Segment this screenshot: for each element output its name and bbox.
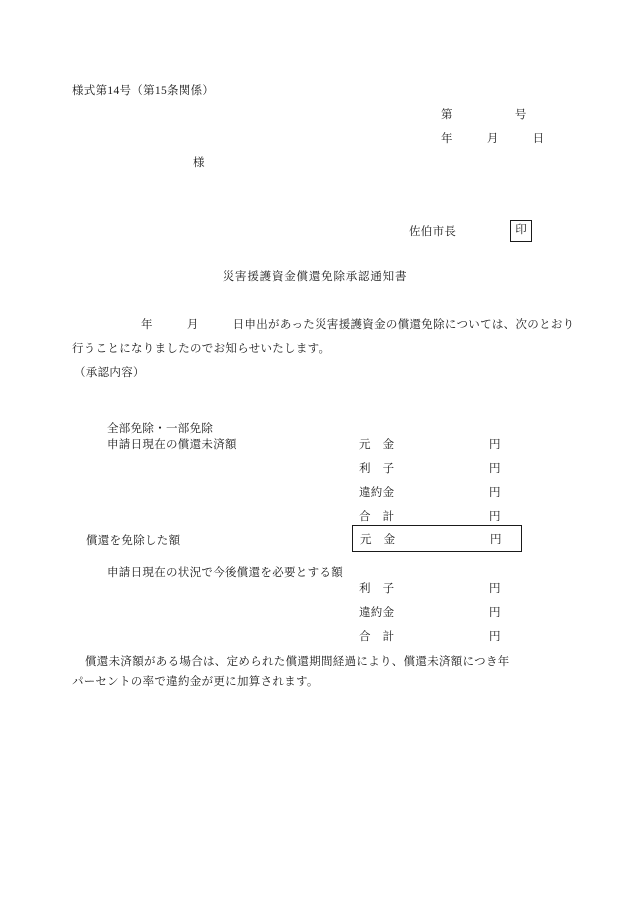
amount-row — [359, 581, 501, 597]
amount-row — [359, 605, 501, 621]
date-day-label: 日 — [532, 133, 545, 145]
amount-row — [359, 629, 501, 645]
amount-label: 元 金 — [359, 439, 395, 451]
amount-row — [360, 531, 502, 547]
form-number: 様式第14号（第15条関係） — [72, 85, 215, 97]
amount-label: 利 子 — [359, 463, 395, 475]
amount-row — [359, 437, 501, 453]
amount-unit: 円 — [489, 439, 501, 451]
amount-unit: 円 — [489, 607, 501, 619]
amount-row — [359, 485, 501, 501]
amount-label: 違約金 — [359, 607, 395, 619]
amount-row — [359, 461, 501, 477]
amount-label: 元 金 — [360, 534, 396, 546]
document-date-line — [441, 131, 544, 147]
amount-unit: 円 — [490, 534, 502, 546]
amount-label: 利 子 — [359, 583, 395, 595]
page-title: 災害援護資金償還免除承認通知書 — [222, 271, 408, 283]
note-line-1: 償還未済額がある場合は、定められた償還期間経過により、償還未済額につき年 — [85, 656, 510, 668]
document-number-line — [441, 107, 527, 123]
section-exemption-type: 全部免除・一部免除 — [107, 423, 214, 435]
note-line-2: パーセントの率で違約金が更に加算されます。 — [72, 676, 319, 688]
document-number-suffix: 号 — [514, 109, 527, 121]
application-day-text: 日申出があった災害援護資金の償還免除については、次のとおり — [232, 319, 575, 331]
body-line-3: （承認内容） — [74, 367, 145, 379]
section-reduced-amount: 償還を免除した額 — [86, 535, 181, 547]
body-line-2: 行うことになりましたのでお知らせいたします。 — [72, 343, 331, 355]
amount-label: 合 計 — [359, 511, 395, 523]
application-year-label: 年 — [141, 319, 153, 331]
addressee-honorific: 様 — [193, 157, 205, 169]
amount-unit: 円 — [489, 631, 501, 643]
section-unpaid-at-application: 申請日現在の償還未済額 — [107, 439, 237, 451]
body-line-1 — [141, 317, 574, 333]
seal-stamp-box: 印 — [510, 220, 532, 242]
application-month-label: 月 — [186, 319, 199, 331]
amount-row — [359, 509, 501, 525]
amount-unit: 円 — [489, 463, 501, 475]
date-month-label: 月 — [486, 133, 499, 145]
amount-unit: 円 — [489, 583, 501, 595]
reduced-amount-box — [352, 525, 522, 552]
section-future-required: 申請日現在の状況で今後償還を必要とする額 — [107, 567, 343, 579]
issuer-name: 佐伯市長 — [409, 226, 457, 238]
amount-label: 合 計 — [359, 631, 395, 643]
document-number-prefix: 第 — [441, 109, 453, 121]
amount-unit: 円 — [489, 487, 501, 499]
date-year-label: 年 — [441, 133, 453, 145]
amount-label: 違約金 — [359, 487, 395, 499]
amount-unit: 円 — [489, 511, 501, 523]
